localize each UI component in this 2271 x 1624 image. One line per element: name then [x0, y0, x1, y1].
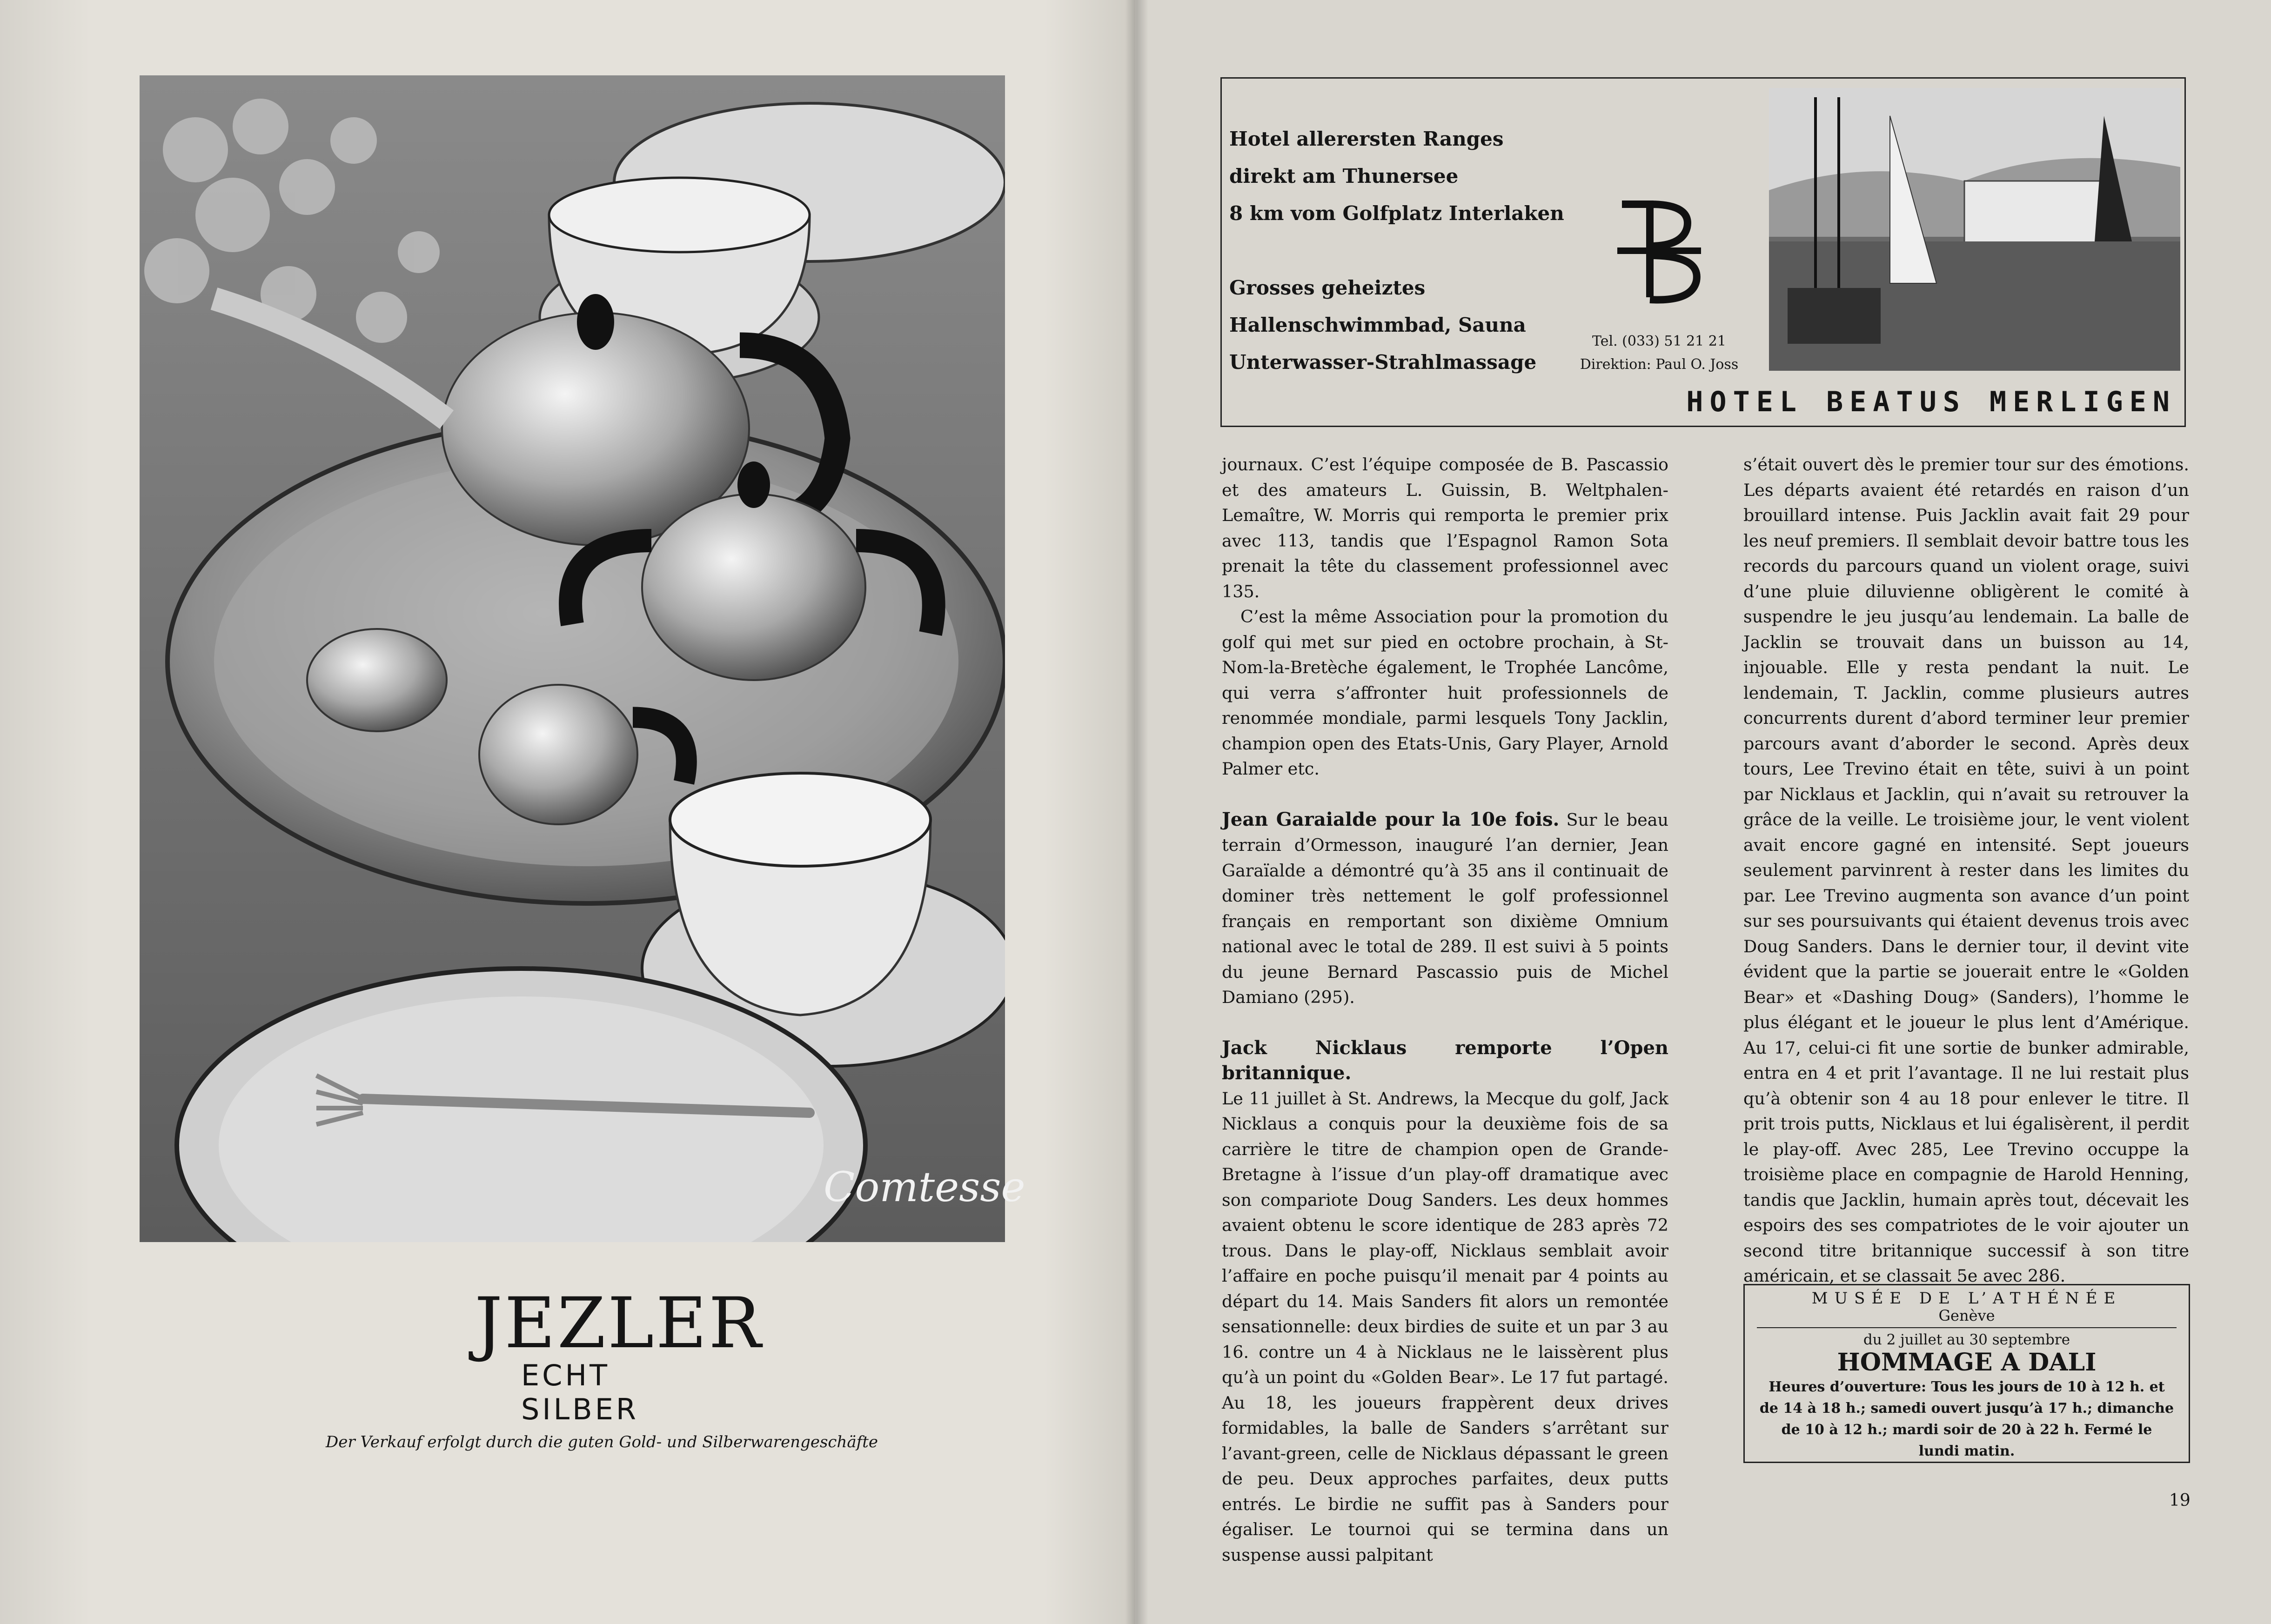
- jezler-logo: [475, 1283, 763, 1426]
- brand-subline: ECHT SILBER: [521, 1358, 639, 1426]
- museum-title: MUSÉE DE L’ATHÉNÉE: [1811, 1289, 2122, 1308]
- photo-signature: Comtesse: [824, 1163, 1025, 1211]
- exhibition-title: HOMMAGE A DALI: [1837, 1348, 2097, 1377]
- paragraph: s’était ouvert dès le premier tour sur des émotions. Les départs avaient été retardés en raison d’un brouillard intense. Puis Jacklin avait fait 29 pour les neuf premiers. Il semblait devoir battre tous les records du parcours quand un violent orage, suivi d’une pluie diluvienne obligèrent le comité à suspendre le jeu jusqu’au lendemain. La balle de Jacklin se trouvait dans un buisson au 14, injouable. Elle y resta pendant la nuit. Le lendemain, T. Jacklin, comme plusieurs autres concurrents durent d’abord terminer leur premier parcours avant d’aborder le second. Après deux tours, Lee Trevino était en tête, suivi à un point par Nicklaus et Jacklin, qui n’avait su retrouver la grâce de la veille. Le troisième jour, le vent violent avait encore gagné en intensité. Sept joueurs seulement parvinrent à rester dans les limites du par. Lee Trevino augmenta son avance d’un point sur ses poursuivants qui étaient devenus trois avec Doug Sanders. Dans le dernier tour, il devint vite évident que la partie se jouerait entre le «Golden Bear» et «Dashing Doug» (Sanders), l’homme le plus élégant et le joueur le plus lent d’Amérique. Au 17, celui-ci fit une sortie de bunker admirable, entra en 4 et prit l’avantage. Il ne lui restait plus qu’à obtenir son 4 au 18 pour enlever le titre. Il prit trois putts, Nicklaus et lui égalisèrent, il perdit le play-off. Avec 285, Lee Trevino occuppe la troisième place en compagnie de Harold Henning, tandis que Jacklin, humain après tout, décevait les espoirs des ses compatriotes de le voir ajouter un second titre britannique successif à son titre américain, et se classait 5e avec 286.: [1743, 454, 2189, 1286]
- hotel-director: Direktion: Paul O. Joss: [1580, 356, 1739, 373]
- opening-hours: Heures d’ouverture: Tous les jours de 10 à 12 h. et de 14 à 18 h.; samedi ouvert jusqu’à 17 h.; dimanche de 10 à 12 h.; mardi soir de 20 à 22 h. Fermé le lundi matin.: [1759, 1379, 2174, 1459]
- page-number: 19: [2169, 1491, 2191, 1510]
- tea-service-photo: [140, 75, 1005, 1242]
- hotel-line: Grosses geheiztes: [1229, 276, 1426, 299]
- hotel-name: HOTEL BEATUS MERLIGEN: [1686, 386, 2176, 418]
- paragraph: C’est la même Association pour la promotion du golf qui met sur pied en octobre prochain, à St-Nom-la-Bretèche également, le Trophée Lancôme, qui verra s’affronter huit professionnels de renommée mondiale, parmi lesquels Tony Jacklin, champion open des Etats-Unis, Gary Player, Arnold Palmer etc.: [1222, 607, 1668, 779]
- hotel-line: Hallenschwimmbad, Sauna: [1229, 314, 1526, 336]
- divider: [1757, 1327, 2177, 1328]
- ad-tagline: Der Verkauf erfolgt durch die guten Gold- und Silberwarengeschäfte: [326, 1433, 878, 1451]
- section-heading: Jack Nicklaus remporte l’Open britannique.: [1222, 1036, 1668, 1084]
- hotel-contact: [1575, 330, 1743, 376]
- article-column-1: [1222, 452, 1668, 1568]
- paragraph: journaux. C’est l’équipe composée de B. Pascassio et des amateurs L. Guissin, B. Weltphalen-Lemaître, W. Morris qui remporta le premier prix avec 113, tandis que l’Espagnol Ramon Sota prenait la tête du classement professionnel avec 135.: [1222, 454, 1668, 601]
- hotel-line: Unterwasser-Strahlmassage: [1229, 351, 1537, 374]
- hotel-line: 8 km vom Golfplatz Interlaken: [1229, 202, 1564, 225]
- hotel-line: Hotel allerersten Ranges: [1229, 127, 1504, 150]
- hotel-photo: [1769, 88, 2180, 371]
- hotel-phone: Tel. (033) 51 21 21: [1592, 333, 1726, 349]
- lakeside-hotel-illustration: [1769, 88, 2180, 371]
- section-heading: Jean Garaialde pour la 10e fois.: [1222, 808, 1560, 830]
- exhibition-dates: du 2 juillet au 30 septembre: [1863, 1331, 2070, 1348]
- brand-name: JEZLER: [475, 1283, 763, 1364]
- museum-advert: [1743, 1284, 2190, 1463]
- hotel-monogram-icon: [1613, 195, 1706, 307]
- article-column-2: [1743, 452, 2189, 1289]
- paragraph: Sur le beau terrain d’Ormesson, inauguré l’an dernier, Jean Garaïalde a démontré qu’à 35 ans il continuait de dominer très nettement le golf professionnel français en remportant son dixième Omnium national avec le total de 289. Il est suivi à 5 points du jeune Bernard Pascassio puis de Michel Damiano (295).: [1222, 809, 1668, 1007]
- paragraph: Le 11 juillet à St. Andrews, la Mecque du golf, Jack Nicklaus a conquis pour la deuxième fois de sa carrière le titre de champion open de Grande-Bretagne à l’issue d’un play-off dramatique avec son compariote Doug Sanders. Les deux hommes avaient obtenu le score identique de 283 après 72 trous. Dans le play-off, Nicklaus semblait avoir l’affaire en poche puisqu’il menait par 4 points au départ du 14. Mais Sanders fit alors un remontée sensationnelle: deux birdies de suite et un par 3 au 16. contre un 4 à Nicklaus ne le laissèrent plus qu’à un point du «Golden Bear». Le 17 fut partagé. Au 18, les joueurs frappèrent deux drives formidables, la balle de Sanders s’arrêtant sur l’avant-green, celle de Nicklaus dépassant le green de peu. Deux approches parfaites, deux putts entrés. Le birdie ne suffit pas à Sanders pour égaliser. Le tournoi qui se termina dans un suspense aussi palpitant: [1222, 1088, 1668, 1565]
- hotel-line: direkt am Thunersee: [1229, 165, 1459, 187]
- hotel-features: [1229, 120, 1564, 381]
- left-page: [0, 0, 1135, 1624]
- hotel-advert: [1220, 77, 2186, 427]
- tea-service-illustration: [140, 75, 1005, 1242]
- museum-city: Genève: [1938, 1307, 1995, 1324]
